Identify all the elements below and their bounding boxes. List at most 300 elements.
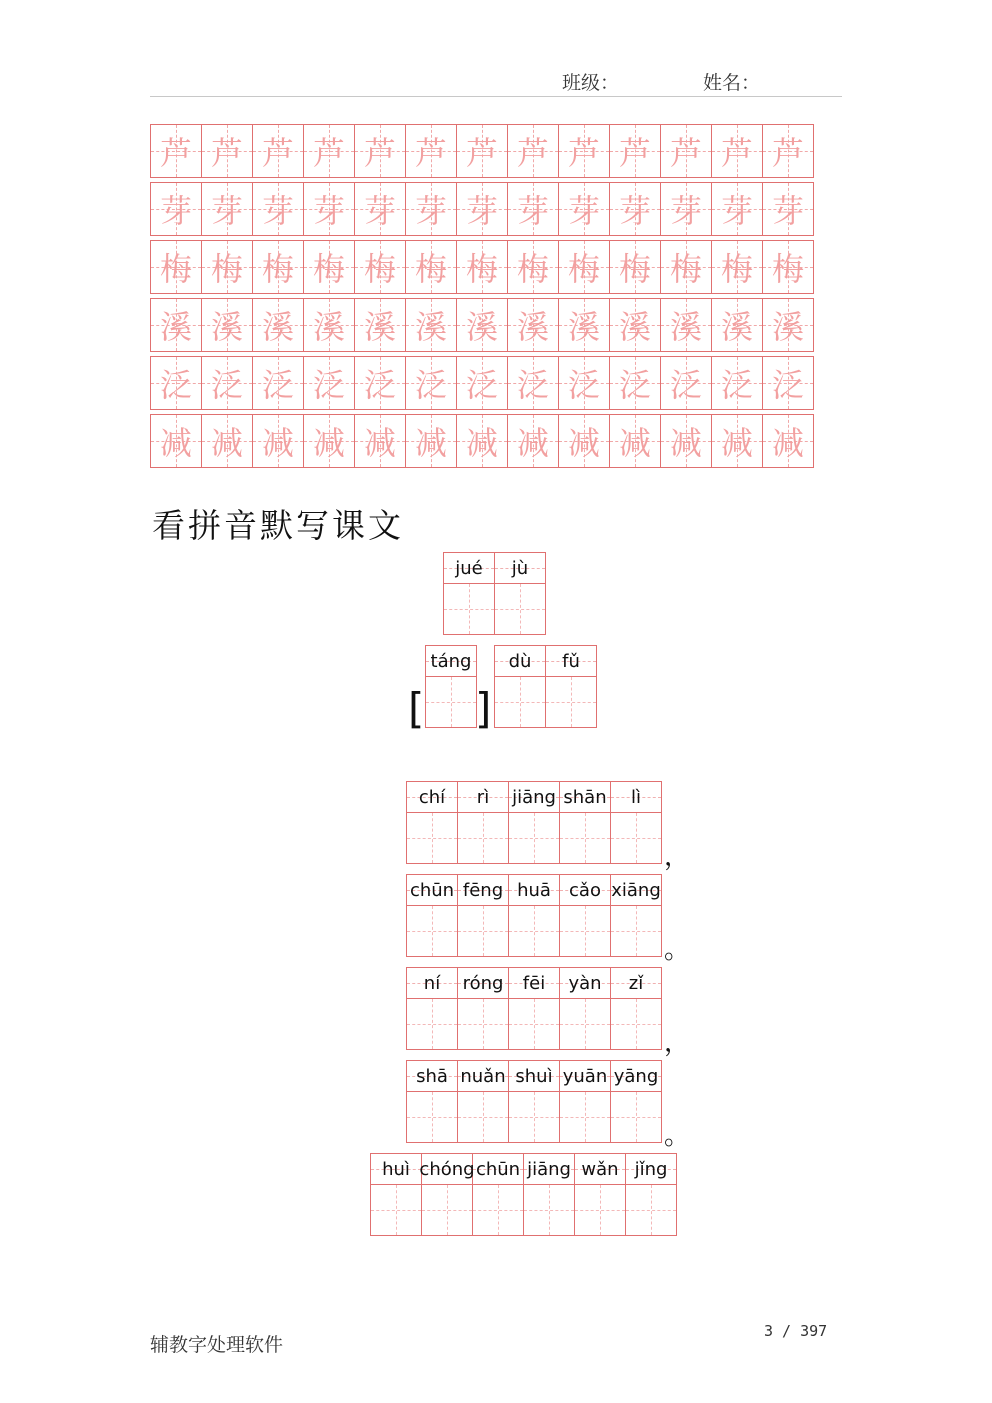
character-write-cell[interactable] bbox=[422, 1185, 472, 1235]
pinyin-writing-box bbox=[610, 874, 662, 957]
poem-line-4-grid bbox=[406, 1060, 661, 1143]
pinyin-cell bbox=[546, 646, 596, 677]
pinyin-writing-box bbox=[508, 1060, 560, 1143]
character-write-cell[interactable] bbox=[371, 1185, 421, 1235]
tracing-character: 泛 bbox=[210, 366, 243, 404]
pinyin-cell bbox=[407, 1061, 457, 1092]
pinyin-writing-box bbox=[559, 1060, 611, 1143]
practice-cell bbox=[456, 414, 508, 468]
practice-cell bbox=[609, 124, 661, 178]
tracing-character: 芽 bbox=[669, 192, 702, 230]
tracing-character: 泛 bbox=[771, 366, 804, 404]
practice-cell bbox=[405, 182, 457, 236]
character-write-cell[interactable] bbox=[444, 584, 494, 634]
practice-cell bbox=[609, 414, 661, 468]
tracing-character: 芽 bbox=[312, 192, 345, 230]
tracing-character: 芦 bbox=[159, 134, 192, 172]
practice-cell bbox=[456, 182, 508, 236]
pinyin-writing-box bbox=[406, 874, 458, 957]
pinyin-cell bbox=[524, 1154, 574, 1185]
pinyin-writing-box bbox=[406, 781, 458, 864]
tracing-character: 溪 bbox=[516, 308, 549, 346]
practice-cell bbox=[456, 356, 508, 410]
pinyin-cell bbox=[407, 875, 457, 906]
tracing-character: 梅 bbox=[771, 250, 804, 288]
poem-line-2-punct: 。 bbox=[664, 935, 691, 965]
pinyin-writing-box bbox=[494, 645, 546, 728]
pinyin-writing-box bbox=[625, 1153, 677, 1236]
tracing-character: 芦 bbox=[210, 134, 243, 172]
tracing-character: 溪 bbox=[159, 308, 192, 346]
tracing-character: 芦 bbox=[414, 134, 447, 172]
practice-cell bbox=[150, 356, 202, 410]
practice-cell bbox=[558, 240, 610, 294]
practice-cell bbox=[762, 182, 814, 236]
character-write-cell[interactable] bbox=[473, 1185, 523, 1235]
tracing-character: 泛 bbox=[669, 366, 702, 404]
tracing-character: 梅 bbox=[312, 250, 345, 288]
pinyin-text: rì bbox=[476, 786, 490, 808]
tracing-character: 减 bbox=[516, 424, 549, 462]
practice-cell bbox=[558, 182, 610, 236]
tracing-character: 梅 bbox=[210, 250, 243, 288]
practice-cell bbox=[660, 298, 712, 352]
poem-line-2-grid bbox=[406, 874, 661, 957]
practice-cell bbox=[201, 240, 253, 294]
tracing-character: 减 bbox=[363, 424, 396, 462]
pinyin-writing-box bbox=[559, 874, 611, 957]
tracing-character: 减 bbox=[618, 424, 651, 462]
practice-cell bbox=[354, 298, 406, 352]
pinyin-cell bbox=[495, 553, 545, 584]
practice-cell bbox=[507, 298, 559, 352]
practice-cell bbox=[660, 182, 712, 236]
pinyin-text: chūn bbox=[409, 879, 455, 901]
pinyin-writing-box bbox=[523, 1153, 575, 1236]
pinyin-writing-box bbox=[559, 781, 611, 864]
practice-cell bbox=[405, 298, 457, 352]
character-write-cell[interactable] bbox=[611, 999, 661, 1049]
pinyin-cell bbox=[509, 782, 559, 813]
pinyin-writing-box bbox=[610, 967, 662, 1050]
practice-cell bbox=[711, 414, 763, 468]
practice-cell bbox=[252, 124, 304, 178]
title-pinyin-grid bbox=[443, 552, 545, 635]
character-practice-grid bbox=[150, 124, 818, 472]
practice-cell bbox=[252, 356, 304, 410]
practice-cell bbox=[201, 298, 253, 352]
practice-cell bbox=[252, 182, 304, 236]
practice-cell bbox=[558, 356, 610, 410]
tracing-character: 减 bbox=[261, 424, 294, 462]
practice-cell bbox=[303, 298, 355, 352]
practice-cell bbox=[201, 182, 253, 236]
tracing-character: 溪 bbox=[465, 308, 498, 346]
character-write-cell[interactable] bbox=[575, 1185, 625, 1235]
character-write-cell[interactable] bbox=[458, 999, 508, 1049]
pinyin-text: táng bbox=[430, 650, 472, 672]
pinyin-cell bbox=[560, 968, 610, 999]
practice-cell bbox=[150, 124, 202, 178]
practice-cell bbox=[405, 414, 457, 468]
practice-cell bbox=[609, 182, 661, 236]
tracing-character: 减 bbox=[210, 424, 243, 462]
practice-cell bbox=[150, 240, 202, 294]
tracing-character: 芽 bbox=[567, 192, 600, 230]
section-title: 看拼音默写课文 bbox=[152, 506, 404, 545]
practice-cell bbox=[660, 356, 712, 410]
pinyin-writing-box bbox=[508, 874, 560, 957]
practice-cell bbox=[150, 182, 202, 236]
practice-cell bbox=[252, 414, 304, 468]
character-write-cell[interactable] bbox=[611, 906, 661, 956]
tracing-character: 减 bbox=[720, 424, 753, 462]
pinyin-writing-box bbox=[406, 967, 458, 1050]
pinyin-text: jiāng bbox=[527, 1158, 571, 1180]
pinyin-cell bbox=[458, 968, 508, 999]
practice-cell bbox=[762, 124, 814, 178]
pinyin-text: chóng bbox=[419, 1158, 475, 1180]
tracing-character: 芽 bbox=[771, 192, 804, 230]
tracing-character: 溪 bbox=[261, 308, 294, 346]
footer-page-number: 3 / 397 bbox=[764, 1322, 828, 1340]
tracing-character: 梅 bbox=[720, 250, 753, 288]
practice-cell bbox=[456, 124, 508, 178]
tracing-character: 泛 bbox=[516, 366, 549, 404]
character-write-cell[interactable] bbox=[426, 677, 476, 727]
pinyin-cell bbox=[426, 646, 476, 677]
pinyin-cell bbox=[458, 782, 508, 813]
practice-cell bbox=[762, 356, 814, 410]
pinyin-text: lì bbox=[630, 786, 641, 808]
tracing-character: 泛 bbox=[261, 366, 294, 404]
character-write-cell[interactable] bbox=[458, 1092, 508, 1142]
character-write-cell[interactable] bbox=[407, 906, 457, 956]
tracing-character: 溪 bbox=[720, 308, 753, 346]
pinyin-text: shuì bbox=[515, 1065, 553, 1087]
practice-cell bbox=[558, 414, 610, 468]
character-write-cell[interactable] bbox=[524, 1185, 574, 1235]
practice-cell bbox=[609, 240, 661, 294]
pinyin-text: nuǎn bbox=[460, 1065, 506, 1087]
practice-cell bbox=[150, 298, 202, 352]
pinyin-text: fēi bbox=[522, 972, 546, 994]
tracing-character: 减 bbox=[669, 424, 702, 462]
poem-line-1-punct: ， bbox=[664, 842, 691, 872]
tracing-character: 芽 bbox=[261, 192, 294, 230]
tracing-character: 溪 bbox=[312, 308, 345, 346]
character-write-cell[interactable] bbox=[546, 677, 596, 727]
character-write-cell[interactable] bbox=[611, 813, 661, 863]
practice-cell bbox=[660, 414, 712, 468]
practice-cell bbox=[405, 240, 457, 294]
practice-row bbox=[150, 124, 818, 178]
tracing-character: 溪 bbox=[567, 308, 600, 346]
pinyin-text: chūn bbox=[475, 1158, 521, 1180]
pinyin-cell bbox=[611, 968, 661, 999]
tracing-character: 芦 bbox=[516, 134, 549, 172]
pinyin-text: yàn bbox=[568, 972, 602, 994]
tracing-character: 减 bbox=[465, 424, 498, 462]
pinyin-text: fēng bbox=[462, 879, 504, 901]
tracing-character: 芦 bbox=[312, 134, 345, 172]
practice-cell bbox=[252, 298, 304, 352]
poem-line-3-grid bbox=[406, 967, 661, 1050]
pinyin-cell bbox=[611, 875, 661, 906]
pinyin-writing-box bbox=[494, 552, 546, 635]
pinyin-cell bbox=[509, 875, 559, 906]
pinyin-cell bbox=[458, 875, 508, 906]
tracing-character: 溪 bbox=[771, 308, 804, 346]
poem-line-1-grid bbox=[406, 781, 661, 864]
character-write-cell[interactable] bbox=[626, 1185, 676, 1235]
tracing-character: 泛 bbox=[567, 366, 600, 404]
tracing-character: 芦 bbox=[669, 134, 702, 172]
tracing-character: 溪 bbox=[414, 308, 447, 346]
class-label: 班级： bbox=[562, 72, 620, 94]
practice-cell bbox=[252, 240, 304, 294]
character-write-cell[interactable] bbox=[509, 813, 559, 863]
character-write-cell[interactable] bbox=[495, 677, 545, 727]
character-write-cell[interactable] bbox=[560, 1092, 610, 1142]
practice-cell bbox=[507, 124, 559, 178]
tracing-character: 芦 bbox=[771, 134, 804, 172]
tracing-character: 梅 bbox=[159, 250, 192, 288]
tracing-character: 芽 bbox=[363, 192, 396, 230]
practice-cell bbox=[303, 414, 355, 468]
tracing-character: 泛 bbox=[312, 366, 345, 404]
tracing-character: 芦 bbox=[618, 134, 651, 172]
pinyin-writing-box bbox=[574, 1153, 626, 1236]
tracing-character: 梅 bbox=[414, 250, 447, 288]
tracing-character: 芽 bbox=[516, 192, 549, 230]
practice-row bbox=[150, 182, 818, 236]
pinyin-cell bbox=[495, 646, 545, 677]
pinyin-writing-box bbox=[559, 967, 611, 1050]
pinyin-cell bbox=[560, 782, 610, 813]
tracing-character: 减 bbox=[312, 424, 345, 462]
practice-cell bbox=[150, 414, 202, 468]
tracing-character: 梅 bbox=[261, 250, 294, 288]
character-write-cell[interactable] bbox=[458, 813, 508, 863]
tracing-character: 芦 bbox=[261, 134, 294, 172]
header-divider bbox=[150, 96, 842, 97]
practice-cell bbox=[456, 298, 508, 352]
pinyin-cell bbox=[509, 1061, 559, 1092]
tracing-character: 梅 bbox=[465, 250, 498, 288]
tracing-character: 泛 bbox=[159, 366, 192, 404]
pinyin-text: fǔ bbox=[562, 650, 580, 672]
pinyin-cell bbox=[560, 1061, 610, 1092]
character-write-cell[interactable] bbox=[560, 906, 610, 956]
pinyin-writing-box bbox=[457, 781, 509, 864]
tracing-character: 溪 bbox=[669, 308, 702, 346]
pinyin-cell bbox=[611, 782, 661, 813]
tracing-character: 溪 bbox=[210, 308, 243, 346]
pinyin-text: jǐng bbox=[634, 1158, 668, 1180]
pinyin-text: jué bbox=[455, 557, 483, 579]
pinyin-cell bbox=[473, 1154, 523, 1185]
tracing-character: 溪 bbox=[618, 308, 651, 346]
practice-cell bbox=[660, 240, 712, 294]
pinyin-writing-box bbox=[443, 552, 495, 635]
pinyin-cell bbox=[509, 968, 559, 999]
pinyin-cell bbox=[575, 1154, 625, 1185]
tracing-character: 泛 bbox=[414, 366, 447, 404]
pinyin-cell bbox=[444, 553, 494, 584]
poem-line-3-punct: ， bbox=[664, 1028, 691, 1058]
pinyin-text: shān bbox=[563, 786, 607, 808]
pinyin-writing-box bbox=[457, 1060, 509, 1143]
pinyin-writing-box bbox=[610, 781, 662, 864]
practice-cell bbox=[405, 356, 457, 410]
practice-cell bbox=[303, 240, 355, 294]
tracing-character: 泛 bbox=[618, 366, 651, 404]
pinyin-text: yuān bbox=[562, 1065, 608, 1087]
pinyin-cell bbox=[626, 1154, 676, 1185]
pinyin-text: chí bbox=[418, 786, 446, 808]
practice-row bbox=[150, 356, 818, 410]
character-write-cell[interactable] bbox=[509, 1092, 559, 1142]
practice-cell bbox=[711, 356, 763, 410]
pinyin-cell bbox=[419, 1154, 475, 1185]
tracing-character: 泛 bbox=[720, 366, 753, 404]
tracing-character: 芽 bbox=[465, 192, 498, 230]
character-write-cell[interactable] bbox=[560, 999, 610, 1049]
open-bracket: [ bbox=[408, 684, 425, 733]
practice-cell bbox=[558, 298, 610, 352]
tracing-character: 减 bbox=[159, 424, 192, 462]
pinyin-text: ní bbox=[423, 972, 441, 994]
tracing-character: 芽 bbox=[210, 192, 243, 230]
character-write-cell[interactable] bbox=[611, 1092, 661, 1142]
tracing-character: 梅 bbox=[618, 250, 651, 288]
practice-cell bbox=[354, 124, 406, 178]
pinyin-writing-box bbox=[508, 781, 560, 864]
tracing-character: 芽 bbox=[720, 192, 753, 230]
tracing-character: 溪 bbox=[363, 308, 396, 346]
pinyin-text: shā bbox=[416, 1065, 448, 1087]
pinyin-text: jiāng bbox=[512, 786, 556, 808]
pinyin-text: huì bbox=[382, 1158, 410, 1180]
practice-cell bbox=[507, 182, 559, 236]
practice-cell bbox=[303, 124, 355, 178]
character-write-cell[interactable] bbox=[407, 1092, 457, 1142]
practice-cell bbox=[303, 356, 355, 410]
practice-cell bbox=[762, 414, 814, 468]
pinyin-writing-box bbox=[545, 645, 597, 728]
tracing-character: 减 bbox=[567, 424, 600, 462]
pinyin-cell bbox=[458, 1061, 508, 1092]
pinyin-writing-box bbox=[472, 1153, 524, 1236]
character-write-cell[interactable] bbox=[509, 999, 559, 1049]
practice-cell bbox=[354, 240, 406, 294]
pinyin-cell bbox=[371, 1154, 421, 1185]
practice-row bbox=[150, 240, 818, 294]
practice-cell bbox=[354, 182, 406, 236]
practice-row bbox=[150, 298, 818, 352]
tracing-character: 芦 bbox=[567, 134, 600, 172]
practice-cell bbox=[354, 414, 406, 468]
practice-cell bbox=[507, 414, 559, 468]
practice-cell bbox=[303, 182, 355, 236]
practice-cell bbox=[507, 356, 559, 410]
tracing-character: 芦 bbox=[363, 134, 396, 172]
practice-cell bbox=[762, 240, 814, 294]
practice-cell bbox=[201, 414, 253, 468]
practice-cell bbox=[558, 124, 610, 178]
character-write-cell[interactable] bbox=[560, 813, 610, 863]
pinyin-text: zǐ bbox=[628, 972, 644, 994]
pinyin-writing-box bbox=[406, 1060, 458, 1143]
practice-cell bbox=[201, 124, 253, 178]
practice-cell bbox=[711, 298, 763, 352]
practice-cell bbox=[609, 356, 661, 410]
practice-cell bbox=[354, 356, 406, 410]
tracing-character: 减 bbox=[771, 424, 804, 462]
character-write-cell[interactable] bbox=[495, 584, 545, 634]
tracing-character: 芽 bbox=[618, 192, 651, 230]
dynasty-pinyin-grid bbox=[425, 645, 476, 728]
practice-cell bbox=[405, 124, 457, 178]
practice-cell bbox=[507, 240, 559, 294]
pinyin-cell bbox=[407, 968, 457, 999]
pinyin-cell bbox=[407, 782, 457, 813]
pinyin-cell bbox=[611, 1061, 661, 1092]
pinyin-writing-box bbox=[421, 1153, 473, 1236]
tracing-character: 梅 bbox=[363, 250, 396, 288]
tracing-character: 泛 bbox=[465, 366, 498, 404]
author-pinyin-grid bbox=[494, 645, 596, 728]
practice-cell bbox=[660, 124, 712, 178]
pinyin-writing-box bbox=[370, 1153, 422, 1236]
pinyin-text: huā bbox=[517, 879, 551, 901]
tracing-character: 芦 bbox=[720, 134, 753, 172]
pinyin-writing-box bbox=[508, 967, 560, 1050]
pinyin-writing-box bbox=[610, 1060, 662, 1143]
practice-cell bbox=[609, 298, 661, 352]
tracing-character: 减 bbox=[414, 424, 447, 462]
character-write-cell[interactable] bbox=[509, 906, 559, 956]
pinyin-text: xiāng bbox=[611, 879, 661, 901]
poem-line-4-punct: 。 bbox=[664, 1121, 691, 1151]
close-bracket: ] bbox=[475, 684, 492, 733]
character-write-cell[interactable] bbox=[407, 813, 457, 863]
character-write-cell[interactable] bbox=[458, 906, 508, 956]
tracing-character: 芦 bbox=[465, 134, 498, 172]
pinyin-text: yāng bbox=[613, 1065, 659, 1087]
practice-cell bbox=[711, 124, 763, 178]
pinyin-writing-box bbox=[457, 967, 509, 1050]
practice-cell bbox=[201, 356, 253, 410]
pinyin-writing-box bbox=[425, 645, 477, 728]
tracing-character: 泛 bbox=[363, 366, 396, 404]
character-write-cell[interactable] bbox=[407, 999, 457, 1049]
pinyin-writing-box bbox=[457, 874, 509, 957]
tracing-character: 梅 bbox=[669, 250, 702, 288]
pinyin-text: cǎo bbox=[569, 879, 601, 901]
pinyin-text: róng bbox=[462, 972, 504, 994]
poem-line-5-grid bbox=[370, 1153, 676, 1236]
pinyin-text: wǎn bbox=[581, 1158, 619, 1180]
footer-software-name: 辅教字处理软件 bbox=[150, 1334, 284, 1356]
tracing-character: 梅 bbox=[516, 250, 549, 288]
practice-cell bbox=[456, 240, 508, 294]
tracing-character: 芽 bbox=[414, 192, 447, 230]
pinyin-text: dù bbox=[508, 650, 532, 672]
pinyin-cell bbox=[560, 875, 610, 906]
name-label: 姓名： bbox=[703, 72, 761, 94]
